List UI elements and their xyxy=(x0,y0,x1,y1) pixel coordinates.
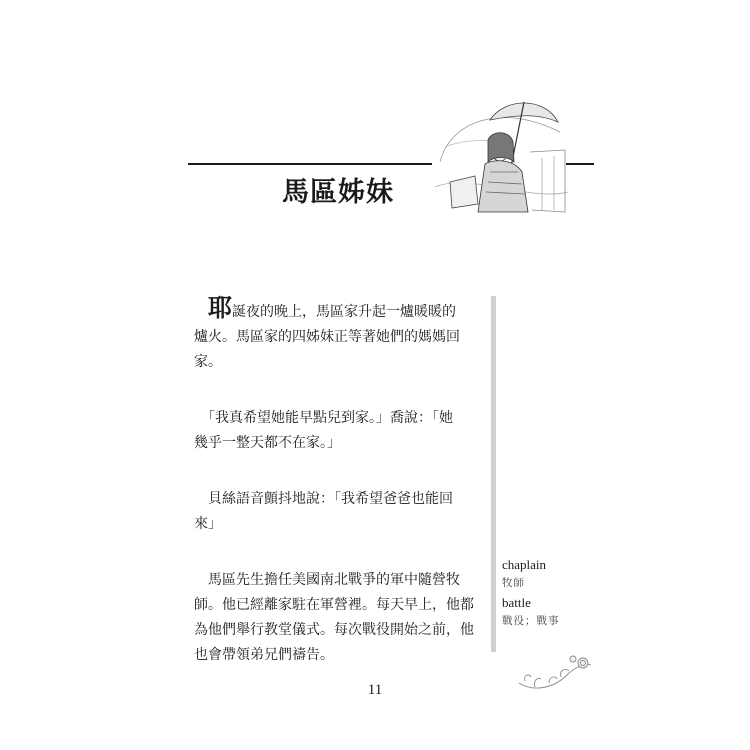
page-number: 11 xyxy=(367,682,383,698)
glossary-term: chaplain xyxy=(502,557,547,572)
girl-with-umbrella-illustration xyxy=(430,92,570,222)
title-rule-right xyxy=(566,163,594,165)
paragraph-line: 幾乎一整天都不在家。」 xyxy=(194,435,341,451)
paragraph-4 xyxy=(194,568,480,668)
paragraph-line: 爐火。馬區家的四姊妹正等著她們的媽媽回 xyxy=(194,329,460,345)
paragraph-line: 「我真希望她能早點兒到家。」喬說：「她 xyxy=(194,410,453,426)
paragraph-line: 也會帶領弟兄們禱告。 xyxy=(194,647,334,663)
glossary-definition: 牧師 xyxy=(502,577,525,589)
paragraph-line: 家。 xyxy=(194,354,222,370)
paragraph-line: 師。他已經離家駐在軍營裡。每天早上，他都 xyxy=(194,597,474,613)
paragraph-line: 馬區先生擔任美國南北戰爭的軍中隨營牧 xyxy=(194,572,460,588)
glossary xyxy=(502,555,612,631)
paragraph-line: 貝絲語音顫抖地說：「我希望爸爸也能回 xyxy=(194,491,453,507)
sidebar-divider xyxy=(491,296,496,652)
paragraph-line: 來」 xyxy=(194,516,222,532)
title-rule-left xyxy=(188,163,432,165)
body-text xyxy=(194,293,480,699)
paragraph-2 xyxy=(194,406,480,456)
paragraph-line: 誕夜的晚上，馬區家升起一爐暖暖的 xyxy=(232,304,456,320)
glossary-definition: 戰役；戰事 xyxy=(502,615,560,627)
chapter-title: 馬區姊妹 xyxy=(282,177,394,208)
paragraph-1 xyxy=(194,293,480,375)
glossary-term: battle xyxy=(502,595,531,610)
paragraph-line: 為他們舉行教堂儀式。每次戰役開始之前，他 xyxy=(194,622,474,638)
drop-cap: 耶 xyxy=(208,293,232,322)
paragraph-3 xyxy=(194,487,480,537)
